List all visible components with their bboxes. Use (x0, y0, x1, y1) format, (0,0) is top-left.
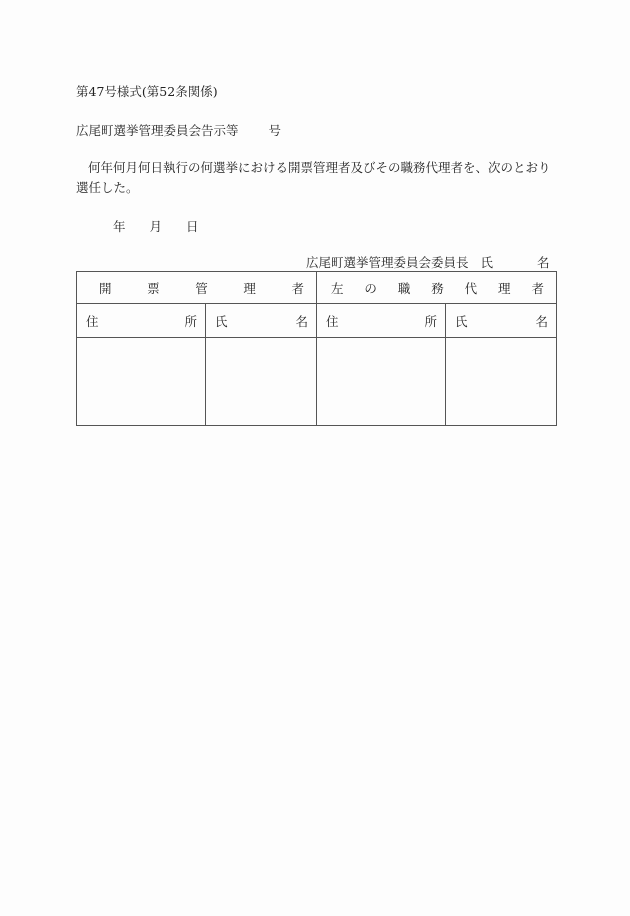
chair-name-right: 名 (537, 255, 550, 270)
manager-name-cell (206, 338, 317, 426)
notice-suffix: 号 (268, 123, 282, 138)
header-deputy: 左 の 職 務 代 理 者 (317, 272, 557, 304)
date-year: 年 (113, 219, 126, 234)
date-line (113, 217, 199, 235)
deputy-address-cell (317, 338, 446, 426)
form-number: 第47号様式(第52条関係) (76, 84, 218, 99)
chair-name-left: 氏 (480, 255, 494, 270)
body-text: 何年何月何日執行の何選挙における開票管理者及びその職務代理者を、次のとおり選任した。 (76, 160, 551, 195)
deputy-name-cell (446, 338, 557, 426)
header-counting-manager: 開 票 管 理 者 (77, 272, 317, 304)
date-day: 日 (186, 219, 199, 234)
notice-prefix: 広尾町選挙管理委員会告示等 (76, 123, 239, 138)
table-subheader-row (77, 304, 557, 338)
table-row (77, 338, 557, 426)
subheader-deputy-name: 氏 名 (446, 304, 557, 338)
chair-title: 広尾町選挙管理委員会委員長 (306, 255, 469, 270)
subheader-manager-address: 住 所 (77, 304, 206, 338)
notice-number-line (76, 121, 281, 139)
subheader-manager-name: 氏 名 (206, 304, 317, 338)
date-month: 月 (149, 219, 163, 234)
chair-signature-line (306, 253, 550, 271)
subheader-deputy-address: 住 所 (317, 304, 446, 338)
table-header-row (77, 272, 557, 304)
manager-address-cell (77, 338, 206, 426)
appointee-table (76, 271, 557, 426)
